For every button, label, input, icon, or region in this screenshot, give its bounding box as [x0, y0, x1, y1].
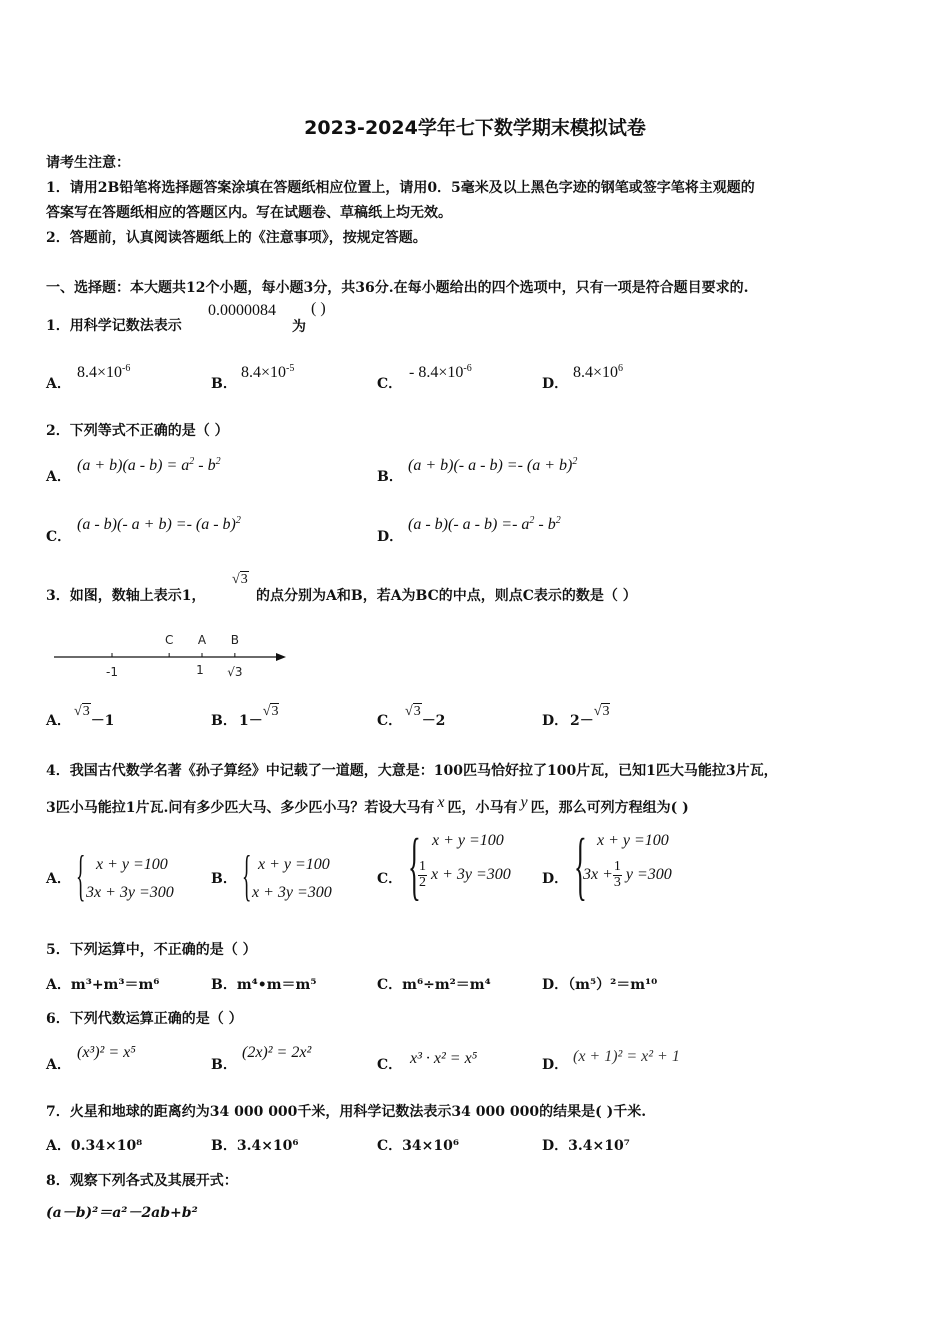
- q7-b-text: 3.4×10⁶: [236, 1138, 299, 1154]
- q6-option-a[interactable]: (x³)² = x⁵: [77, 1044, 136, 1061]
- q3-d-pre: 2－: [570, 713, 594, 729]
- q2-b-s1: 2: [572, 456, 578, 467]
- section-heading: 一、选择题：本大题共12个小题，每小题3分，共36分.在每小题给出的四个选项中，只有一项是符合题目要求的.: [46, 280, 749, 296]
- notice-line-1b: 答案写在答题纸相应的答题区内。写在试题卷、草稿纸上均无效。: [46, 205, 452, 221]
- q4-b-brace: {: [242, 845, 252, 907]
- q4-b-eq2[interactable]: x + 3y =300: [252, 884, 332, 901]
- q3-c-sqrt: √3: [405, 704, 421, 719]
- q1-option-d[interactable]: [573, 363, 623, 382]
- q8-formula: (a－b)²＝a²－2ab+b²: [46, 1205, 198, 1221]
- q6-option-d-label[interactable]: D．: [542, 1057, 569, 1073]
- q4-option-a-label[interactable]: A．: [46, 871, 71, 887]
- q1-stem-text: 1．用科学记数法表示: [46, 318, 182, 334]
- q3-option-a[interactable]: [74, 704, 115, 730]
- q5-c-label: C．: [377, 977, 403, 993]
- q4-a-eq1[interactable]: x + y =100: [96, 856, 168, 873]
- q8-stem: 8．观察下列各式及其展开式：: [46, 1173, 238, 1189]
- q4-c-brace: {: [408, 824, 421, 908]
- q4-c-eq2[interactable]: [418, 860, 511, 890]
- q1-option-b-label[interactable]: B．: [211, 376, 237, 392]
- q1-a-exp: -6: [122, 363, 131, 374]
- q3-b-pre: 1－: [239, 713, 263, 729]
- q2-c-expr: (a - b)(- a + b) =- (a - b): [77, 516, 236, 533]
- q4-option-c-label[interactable]: C．: [377, 871, 403, 887]
- q5-a-label: A．: [46, 977, 71, 993]
- q3-a-radicand: 3: [82, 704, 90, 719]
- q1-a-base: 8.4×10: [77, 364, 123, 381]
- q6-option-d[interactable]: (x + 1)² = x² + 1: [573, 1048, 680, 1065]
- q1-option-a-label[interactable]: A．: [46, 376, 71, 392]
- q7-a-text: 0.34×10⁸: [70, 1138, 143, 1154]
- q4-c-den: 2: [419, 874, 426, 890]
- q3-c-radicand: 3: [413, 704, 421, 719]
- q2-a-expr: (a + b)(a - b) = a: [77, 457, 190, 474]
- q1-b-base: 8.4×10: [241, 364, 287, 381]
- q3-option-b[interactable]: [239, 704, 279, 730]
- q4-c-num: 1: [419, 859, 426, 874]
- q4-line-2a: 3匹小马能拉1片瓦.问有多少匹大马、多少匹小马？若设大马有: [46, 800, 435, 816]
- tick-label-minus-1: -1: [106, 665, 118, 679]
- q1-c-base: - 8.4×10: [409, 364, 464, 381]
- q4-option-d-label[interactable]: D．: [542, 871, 569, 887]
- q5-d-label: D．: [542, 977, 569, 993]
- q1-option-c[interactable]: [409, 363, 472, 382]
- q6-stem: 6．下列代数运算正确的是（ ）: [46, 1011, 243, 1027]
- q4-line-2b: 匹，小马有: [447, 800, 518, 816]
- q5-c-text: m⁶÷m²＝m⁴: [402, 977, 491, 993]
- q3-sqrt3: √3: [232, 572, 248, 587]
- q2-option-b[interactable]: [408, 456, 577, 475]
- q7-a-label: A．: [46, 1138, 71, 1154]
- q4-d-brace: {: [574, 824, 587, 908]
- q4-d-eq1[interactable]: x + y =100: [597, 832, 669, 849]
- point-label-c: C: [164, 633, 174, 647]
- q5-option-a[interactable]: [46, 974, 159, 994]
- q7-c-text: 34×10⁶: [402, 1138, 459, 1154]
- q3-a-post: －1: [90, 713, 115, 729]
- q4-d-den: 3: [613, 874, 621, 890]
- q3-c-post: －2: [421, 713, 446, 729]
- q5-d-text: （m⁵）²＝m¹⁰: [568, 977, 658, 993]
- q2-option-c-label[interactable]: C．: [46, 529, 72, 545]
- q4-var-y: y: [520, 794, 528, 811]
- q6-option-b[interactable]: (2x)² = 2x²: [242, 1044, 312, 1061]
- q3-d-radicand: 3: [602, 704, 610, 719]
- q3-stem-a: 3．如图，数轴上表示1，: [46, 588, 206, 604]
- q7-d-text: 3.4×10⁷: [568, 1138, 630, 1154]
- q1-tail: 为: [292, 319, 306, 335]
- q4-var-x: x: [437, 794, 445, 811]
- q5-b-label: B．: [211, 977, 237, 993]
- q7-c-label: C．: [377, 1138, 403, 1154]
- q2-stem: 2．下列等式不正确的是（ ）: [46, 423, 229, 439]
- q7-option-a[interactable]: [46, 1135, 142, 1155]
- q2-d-s2: 2: [555, 515, 561, 526]
- q1-b-exp: -5: [286, 363, 295, 374]
- point-label-b: B: [230, 633, 239, 647]
- q4-line-2c: 匹，那么可列方程组为( ): [530, 800, 689, 816]
- q4-line-1: 4．我国古代数学名著《孙子算经》中记载了一道题，大意是：100匹马恰好拉了100片瓦，已知1匹大马能拉3片瓦，: [46, 763, 778, 779]
- q3-stem-b: 的点分别为A和B，若A为BC的中点，则点C表示的数是（ ）: [256, 588, 637, 604]
- q2-d-mid: - b: [534, 516, 556, 533]
- q6-option-c-label[interactable]: C．: [377, 1057, 403, 1073]
- q2-d-s1: 2: [529, 515, 535, 526]
- notice-heading: 请考生注意：: [46, 155, 130, 171]
- q2-a-s2: 2: [215, 456, 221, 467]
- q4-b-eq1[interactable]: x + y =100: [258, 856, 330, 873]
- q1-d-exp: 6: [618, 363, 624, 374]
- q3-a-sqrt: √3: [74, 704, 90, 719]
- q4-d-num: 1: [613, 859, 621, 874]
- q4-d-eq2-text: y =300: [625, 865, 672, 883]
- q4-option-b-label[interactable]: B．: [211, 871, 237, 887]
- q1-number: 0.0000084: [208, 302, 276, 319]
- q4-d-eq2[interactable]: [583, 860, 672, 890]
- q4-a-eq2[interactable]: 3x + 3y =300: [86, 884, 174, 901]
- q1-stem: [46, 315, 182, 335]
- q4-a-brace: {: [76, 845, 86, 907]
- q3-option-c[interactable]: [405, 704, 446, 730]
- q5-option-d[interactable]: [542, 974, 657, 994]
- q4-d-pre: 3x +: [583, 865, 613, 883]
- q1-option-c-label[interactable]: C．: [377, 376, 403, 392]
- q7-option-c[interactable]: [377, 1135, 459, 1155]
- q5-stem: 5．下列运算中，不正确的是（ ）: [46, 942, 257, 958]
- q1-answer-paren: ( ): [311, 300, 326, 317]
- q1-option-a[interactable]: [77, 363, 130, 382]
- notice-line-2: 2．答题前，认真阅读答题纸上的《注意事项》，按规定答题。: [46, 230, 427, 246]
- number-line-arrow: [276, 653, 286, 661]
- q7-b-label: B．: [211, 1138, 237, 1154]
- q4-c-eq1[interactable]: x + y =100: [432, 832, 504, 849]
- q2-d-expr: (a - b)(- a - b) =- a: [408, 516, 530, 533]
- q3-option-b-label[interactable]: B．: [211, 713, 237, 729]
- q7-d-label: D．: [542, 1138, 569, 1154]
- q3-b-radicand: 3: [271, 704, 279, 719]
- page-title: 2023-2024学年七下数学期末模拟试卷: [304, 117, 646, 139]
- q5-b-text: m⁴•m＝m⁵: [236, 977, 317, 993]
- q7-option-d[interactable]: [542, 1135, 630, 1155]
- q2-a-mid: - b: [194, 457, 216, 474]
- q2-option-a[interactable]: [77, 456, 221, 475]
- q2-a-s1: 2: [189, 456, 195, 467]
- q3-number-line: [52, 630, 292, 682]
- q5-option-b[interactable]: [211, 974, 317, 994]
- q5-a-text: m³+m³＝m⁶: [70, 977, 160, 993]
- tick-label-1: 1: [196, 663, 204, 677]
- q2-option-b-label[interactable]: B．: [377, 469, 403, 485]
- q4-c-eq2-text: x + 3y =300: [431, 865, 511, 883]
- q4-d-frac: [613, 860, 622, 890]
- q4-c-frac: [418, 860, 427, 890]
- q6-option-c[interactable]: x³ · x² = x⁵: [410, 1050, 478, 1067]
- q2-option-d[interactable]: [408, 515, 561, 534]
- point-label-a: A: [197, 633, 207, 647]
- q3-d-sqrt: √3: [593, 704, 610, 719]
- q4-line-2: [46, 794, 689, 817]
- q6-option-a-label[interactable]: A．: [46, 1057, 71, 1073]
- q6-option-b-label[interactable]: B．: [211, 1057, 237, 1073]
- q5-option-c[interactable]: [377, 974, 491, 994]
- q1-c-exp: -6: [463, 363, 472, 374]
- q1-option-d-label[interactable]: D．: [542, 376, 569, 392]
- q3-option-d-label[interactable]: D．: [542, 713, 569, 729]
- q1-option-b[interactable]: [241, 363, 294, 382]
- q2-option-c[interactable]: [77, 515, 241, 534]
- q3-b-sqrt: √3: [262, 704, 279, 719]
- notice-line-1a: 1．请用2B铅笔将选择题答案涂填在答题纸相应位置上，请用0．5毫米及以上黑色字迹的钢笔或签字笔将主观题的: [46, 180, 755, 196]
- q2-c-s1: 2: [235, 515, 241, 526]
- q3-option-d[interactable]: [570, 704, 610, 730]
- q3-option-c-label[interactable]: C．: [377, 713, 403, 729]
- q7-stem: 7．火星和地球的距离约为34 000 000千米，用科学记数法表示34 000 000的结果是( )千米.: [46, 1104, 647, 1120]
- tick-label-sqrt3: √3: [227, 665, 243, 679]
- q2-option-a-label[interactable]: A．: [46, 469, 71, 485]
- q3-option-a-label[interactable]: A．: [46, 713, 71, 729]
- q2-option-d-label[interactable]: D．: [377, 529, 404, 545]
- q1-d-base: 8.4×10: [573, 364, 619, 381]
- q2-b-expr: (a + b)(- a - b) =- (a + b): [408, 457, 573, 474]
- q7-option-b[interactable]: [211, 1135, 299, 1155]
- q3-radicand: 3: [240, 572, 248, 587]
